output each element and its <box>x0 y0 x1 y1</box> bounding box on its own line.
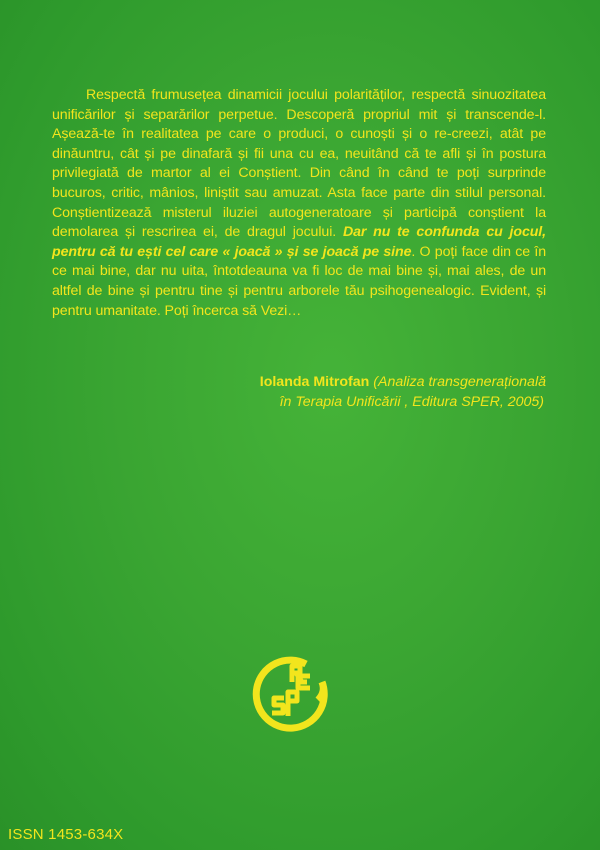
description-text-after: . O poți face din ce în ce mai bine, dar nu uita, întotdeauna va fi loc de mai bine și, mai ales, de un altfel de bine și pentru tine și pentru arborele tău psihogenealogic. Evident, și pentru umanitate. Poți încerca să Vezi… <box>52 243 546 319</box>
source-title-part-2: în Terapia Unificării , Editura SPER, 2005) <box>279 393 544 410</box>
author-name: Iolanda Mitrofan <box>259 374 370 390</box>
cover-description <box>52 86 546 321</box>
issn-number: ISSN 1453-634X <box>8 826 124 843</box>
attribution <box>52 373 546 412</box>
attribution-line-2 <box>52 393 546 413</box>
description-emphasis: Dar nu te confunda cu jocul, pentru că tu ești cel care « joacă » și se joacă pe sine <box>52 224 546 260</box>
attribution-line-1 <box>52 373 546 393</box>
description-text-before: Respectă frumusețea dinamicii jocului polarităților, respectă sinuozitatea unificărilor și separărilor perpetue. Descoperă propriul mit și transcende-l. Așează-te în realitatea pe care o produci, o cunoști și o re-creezi, atât pe dinăuntru, cât și pe dinafară și fii una cu ea, neuitând că te afli și în postura privilegiată de martor al ei Conștient. Din când în când te poți surprinde bucuros, critic, mânios, liniștit sau amuzat. Asta face parte din stilul personal. Conștientizează misterul iluziei autogeneratoare și participă conștient la demolarea și rescrirea ei, de dragul jocului. <box>52 87 546 241</box>
sper-logo-icon <box>248 652 332 736</box>
source-title-part-1: (Analiza transgenerațională <box>373 374 546 390</box>
